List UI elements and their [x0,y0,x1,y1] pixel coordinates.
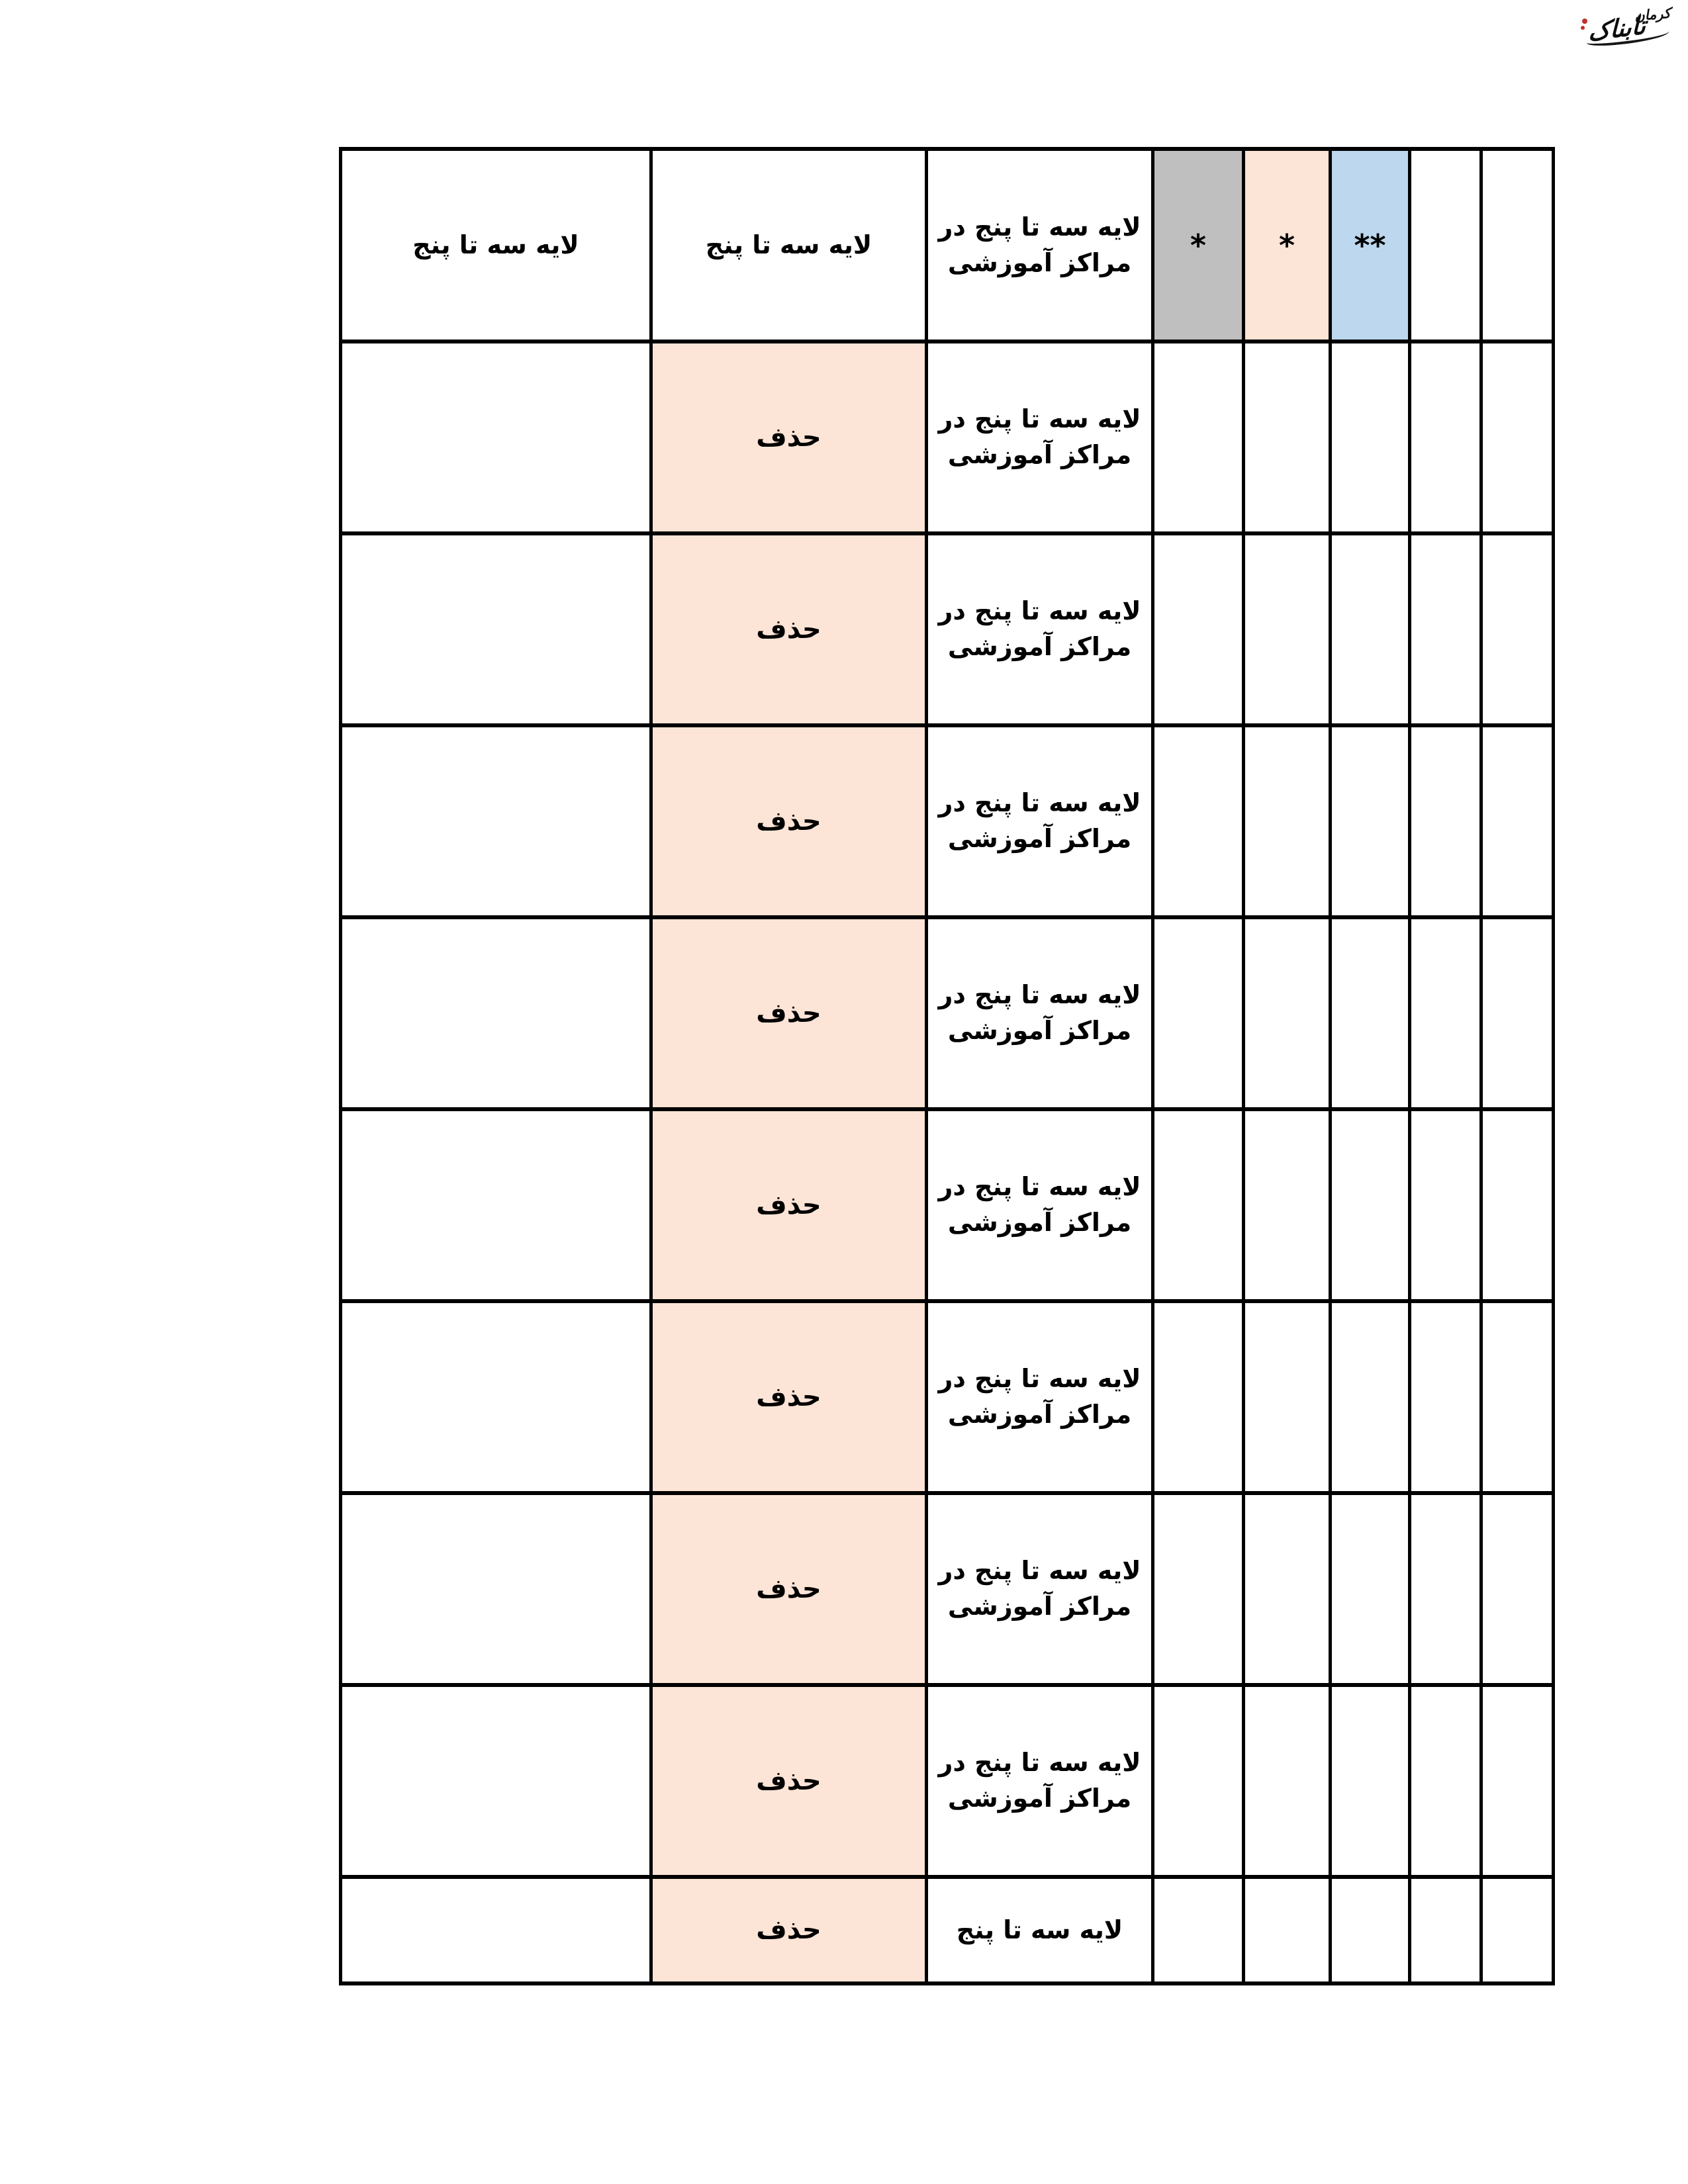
row-desc-cell: لایه سه تا پنج در مراکز آموزشی [928,1495,1151,1683]
row-empty-cell-2 [1245,1687,1329,1875]
row-empty-cell-1 [1154,919,1242,1107]
row-action-cell: حذف [653,1303,925,1491]
row-desc-cell: لایه سه تا پنج در مراکز آموزشی [928,727,1151,915]
row-wide-empty-cell [342,1495,649,1683]
row-empty-cell-5 [1483,1687,1552,1875]
row-empty-cell-3 [1332,1111,1408,1299]
header-marker-blue-cell: ** [1332,151,1408,340]
row-empty-cell-4 [1411,1879,1479,1981]
row-wide-empty-cell [342,727,649,915]
row-empty-cell-4 [1411,535,1479,723]
row-empty-cell-4 [1411,1495,1479,1683]
row-empty-cell-4 [1411,727,1479,915]
row-desc-cell: لایه سه تا پنج در مراکز آموزشی [928,343,1151,531]
row-empty-cell-5 [1483,1495,1552,1683]
row-empty-cell-4 [1411,1687,1479,1875]
row-empty-cell-2 [1245,1111,1329,1299]
row-action-cell: حذف [653,1687,925,1875]
header-desc-column: لایه سه تا پنج در مراکز آموزشی [928,151,1151,340]
row-empty-cell-5 [1483,1111,1552,1299]
row-action-cell: حذف [653,535,925,723]
row-desc-cell: لایه سه تا پنج در مراکز آموزشی [928,1111,1151,1299]
row-empty-cell-3 [1332,1495,1408,1683]
row-empty-cell-1 [1154,1111,1242,1299]
row-empty-cell-5 [1483,919,1552,1107]
row-empty-cell-1 [1154,1687,1242,1875]
row-wide-empty-cell [342,535,649,723]
row-desc-cell: لایه سه تا پنج در مراکز آموزشی [928,1687,1151,1875]
row-desc-cell: لایه سه تا پنج در مراکز آموزشی [928,919,1151,1107]
row-action-cell: حذف [653,343,925,531]
row-desc-cell: لایه سه تا پنج در مراکز آموزشی [928,535,1151,723]
row-empty-cell-2 [1245,1303,1329,1491]
watermark-red-dot [1582,19,1587,24]
row-empty-cell-4 [1411,1111,1479,1299]
row-empty-cell-5 [1483,535,1552,723]
row-empty-cell-3 [1332,727,1408,915]
row-empty-cell-3 [1332,535,1408,723]
row-wide-empty-cell [342,343,649,531]
row-empty-cell-5 [1483,1303,1552,1491]
row-empty-cell-3 [1332,1303,1408,1491]
watermark-red-dot-small [1581,26,1585,30]
row-wide-empty-cell [342,1687,649,1875]
row-action-cell: حذف [653,1879,925,1981]
row-empty-cell-4 [1411,919,1479,1107]
row-empty-cell-4 [1411,1303,1479,1491]
row-action-cell: حذف [653,1495,925,1683]
row-empty-cell-1 [1154,1879,1242,1981]
data-table [339,147,1555,1985]
header-action-column: لایه سه تا پنج [653,151,925,340]
row-desc-cell: لایه سه تا پنج [928,1879,1151,1981]
row-empty-cell-5 [1483,1879,1552,1981]
watermark-word-tabnak: تابناک [1587,11,1646,47]
header-marker-gray-cell: * [1154,151,1242,340]
row-empty-cell-2 [1245,343,1329,531]
row-empty-cell-2 [1245,535,1329,723]
row-empty-cell-3 [1332,919,1408,1107]
row-empty-cell-2 [1245,919,1329,1107]
row-wide-empty-cell [342,1879,649,1981]
row-empty-cell-3 [1332,1879,1408,1981]
header-wide-column: لایه سه تا پنج [342,151,649,340]
row-wide-empty-cell [342,919,649,1107]
row-action-cell: حذف [653,919,925,1107]
row-empty-cell-1 [1154,343,1242,531]
row-action-cell: حذف [653,727,925,915]
row-desc-cell: لایه سه تا پنج در مراکز آموزشی [928,1303,1151,1491]
watermark-word-kerman: کرمان [1634,5,1671,24]
row-empty-cell-1 [1154,1303,1242,1491]
row-empty-cell-2 [1245,727,1329,915]
row-wide-empty-cell [342,1303,649,1491]
row-empty-cell-5 [1483,343,1552,531]
row-empty-cell-2 [1245,1495,1329,1683]
row-empty-cell-5 [1483,727,1552,915]
row-empty-cell-1 [1154,535,1242,723]
row-empty-cell-3 [1332,1687,1408,1875]
row-empty-cell-1 [1154,1495,1242,1683]
row-wide-empty-cell [342,1111,649,1299]
header-marker-peach-cell: * [1245,151,1329,340]
row-action-cell: حذف [653,1111,925,1299]
header-empty-cell-1 [1411,151,1479,340]
row-empty-cell-4 [1411,343,1479,531]
site-watermark [1573,4,1685,46]
header-empty-cell-2 [1483,151,1552,340]
row-empty-cell-1 [1154,727,1242,915]
row-empty-cell-3 [1332,343,1408,531]
row-empty-cell-2 [1245,1879,1329,1981]
